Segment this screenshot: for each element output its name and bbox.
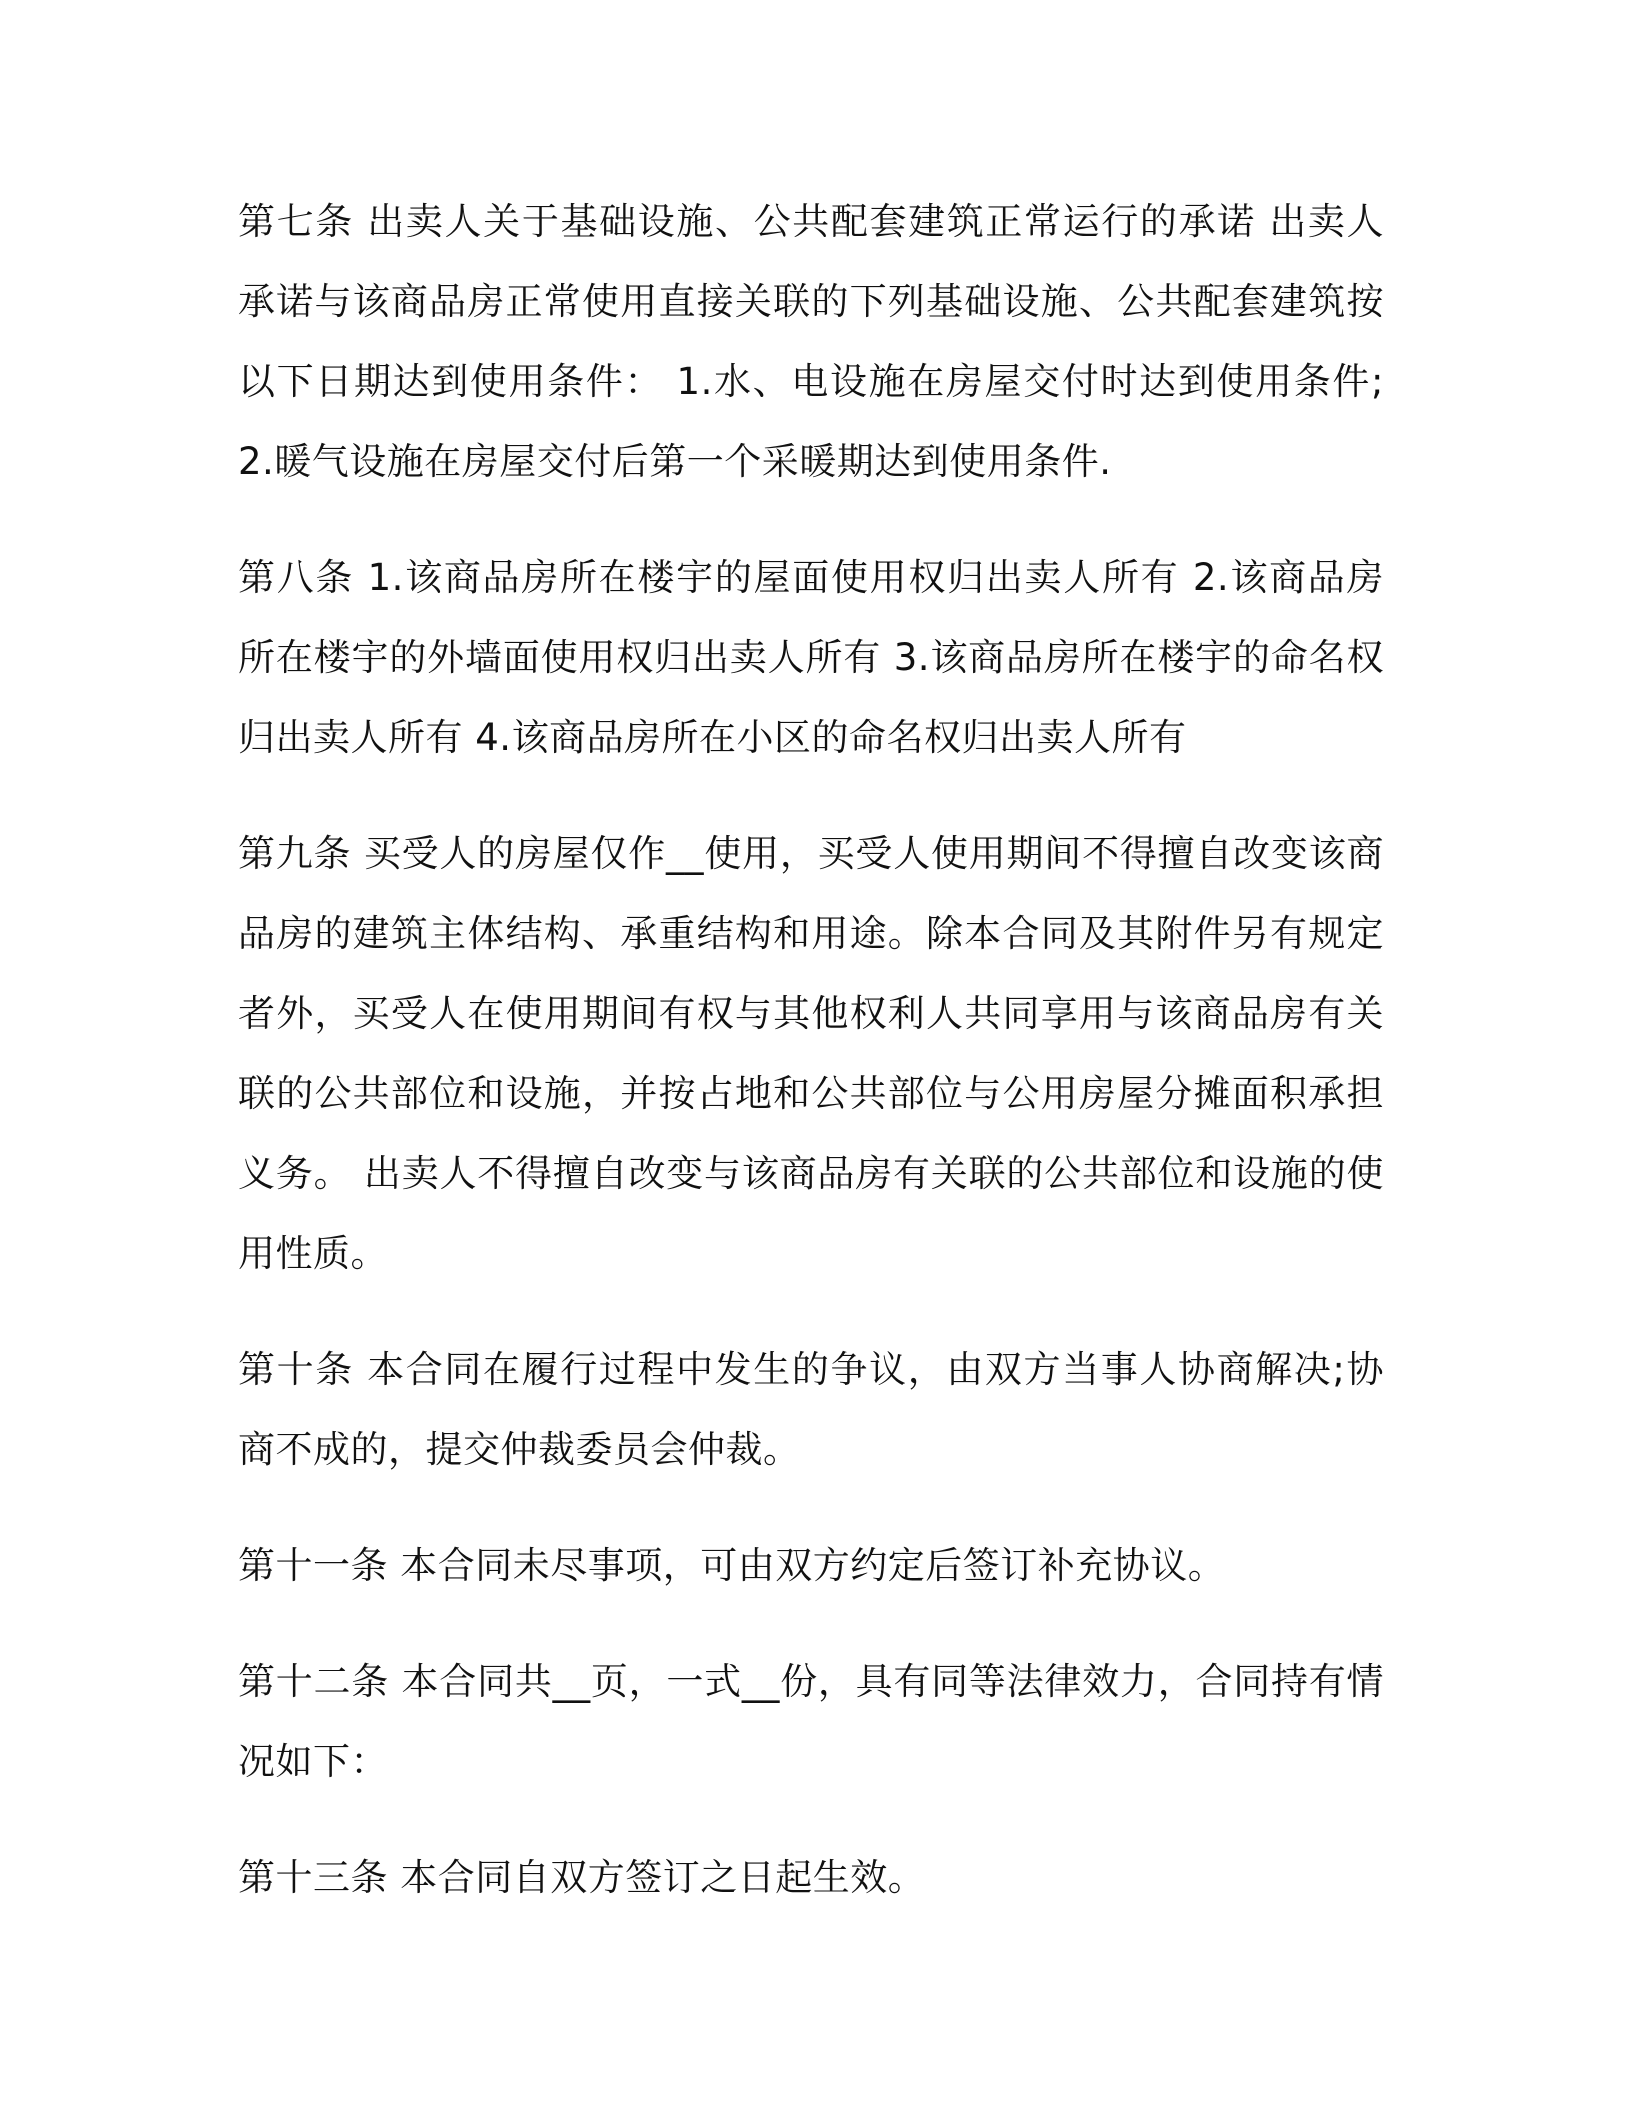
article-8-paragraph: 第八条 1.该商品房所在楼宇的屋面使用权归出卖人所有 2.该商品房所在楼宇的外墙面使用权归出卖人所有 3.该商品房所在楼宇的命名权归出卖人所有 4.该商品房所在小区的命名权归出卖人所有 [238, 556, 1384, 759]
article-13-paragraph: 第十三条 本合同自双方签订之日起生效。 [238, 1856, 926, 1899]
article-11-paragraph: 第十一条 本合同未尽事项，可由双方约定后签订补充协议。 [238, 1544, 1226, 1587]
article-9-paragraph: 第九条 买受人的房屋仅作__使用，买受人使用期间不得擅自改变该商品房的建筑主体结构、承重结构和用途。除本合同及其附件另有规定者外，买受人在使用期间有权与其他权利人共同享用与该商品房有关联的公共部位和设施，并按占地和公共部位与公用房屋分摊面积承担义务。 出卖人不得擅自改变与该商品房有关联的公共部位和设施的使用性质。 [238, 832, 1384, 1275]
document-body [238, 182, 1384, 1954]
article-12-paragraph: 第十二条 本合同共__页，一式__份，具有同等法律效力，合同持有情况如下： [238, 1660, 1384, 1783]
article-7-paragraph: 第七条 出卖人关于基础设施、公共配套建筑正常运行的承诺 出卖人承诺与该商品房正常使用直接关联的下列基础设施、公共配套建筑按以下日期达到使用条件： 1.水、电设施在房屋交付时达到使用条件; 2.暖气设施在房屋交付后第一个采暖期达到使用条件. [238, 200, 1384, 483]
article-10-paragraph: 第十条 本合同在履行过程中发生的争议，由双方当事人协商解决;协商不成的，提交仲裁委员会仲裁。 [238, 1348, 1384, 1471]
